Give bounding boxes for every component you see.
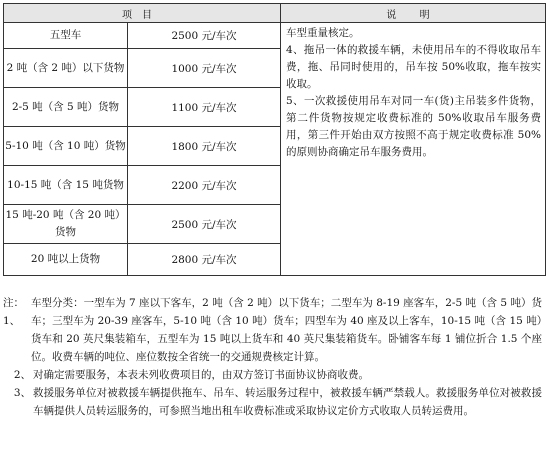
row-price: 2500 元/车次 [128, 205, 281, 244]
row-item: 15 吨-20 吨（含 20 吨）货物 [4, 205, 128, 244]
explanation-line: 5、一次救援使用吊车对同一车(货)主吊装多件货物，第二件货物按规定收费标准的 50%收取吊车服务费用，第三件开始由双方按照不高于规定收费标准 50%的原则协商确定吊车服务费用。 [286, 95, 541, 158]
header-explanation: 说 明 [281, 4, 546, 23]
row-price: 2500 元/车次 [128, 23, 281, 49]
row-item: 五型车 [4, 23, 128, 49]
row-item: 2 吨（含 2 吨）以下货物 [4, 49, 128, 88]
row-price: 2800 元/车次 [128, 244, 281, 276]
explanation-line: 车型重量核定。 [286, 27, 360, 39]
footnote [3, 294, 542, 366]
row-item: 10-15 吨（含 15 吨货物 [4, 166, 128, 205]
footnote-text: 对确定需要服务，本表未列收费项目的，由双方签订书面协议协商收费。 [33, 369, 369, 381]
row-price: 2200 元/车次 [128, 166, 281, 205]
footnote-number: 3、 [13, 387, 31, 399]
footnote-text: 车型分类：一型车为 7 座以下客车，2 吨（含 2 吨）以下货车；二型车为 8-19 座客车，2-5 吨（含 5 吨）货车；三型车为 20-39 座客车，5-10 吨（含 10 吨）货车；四型车为 40 座及以上客车，10-15 吨（含 15 吨）货车和 20 英尺集装箱车，五型车为 15 吨以上货车和 40 英尺集装箱货车。卧铺客车每 1 铺位折合 1.5 个座位。收费车辆的吨位、座位数按全省统一的交通规费核定计算。 [31, 297, 542, 363]
footnote [3, 384, 542, 420]
footnote-text: 救援服务单位对被救援车辆提供拖车、吊车、转运服务过程中，被救援车辆严禁载人。救援服务单位对被救援车辆提供人员转运服务的，可参照当地出租车收费标准或采取协议定价方式收取人员转运费用。 [33, 387, 542, 417]
row-item: 20 吨以上货物 [4, 244, 128, 276]
footnote-number: 注：1、 [3, 297, 24, 327]
header-item: 项目 [4, 4, 281, 23]
row-item: 5-10 吨（含 10 吨）货物 [4, 127, 128, 166]
explanation-line: 4、拖吊一体的救援车辆，未使用吊车的不得收取吊车费，拖、吊同时使用的，吊车按 50%收取，拖车按实收取。 [286, 44, 541, 90]
row-price: 1000 元/车次 [128, 49, 281, 88]
row-price: 1800 元/车次 [128, 127, 281, 166]
fee-table [3, 3, 546, 276]
row-price: 1100 元/车次 [128, 88, 281, 127]
footnote-number: 2、 [13, 369, 31, 381]
row-item: 2-5 吨（含 5 吨）货物 [4, 88, 128, 127]
footnotes [3, 294, 542, 420]
explanation-cell [281, 23, 546, 276]
footnote [3, 366, 542, 384]
